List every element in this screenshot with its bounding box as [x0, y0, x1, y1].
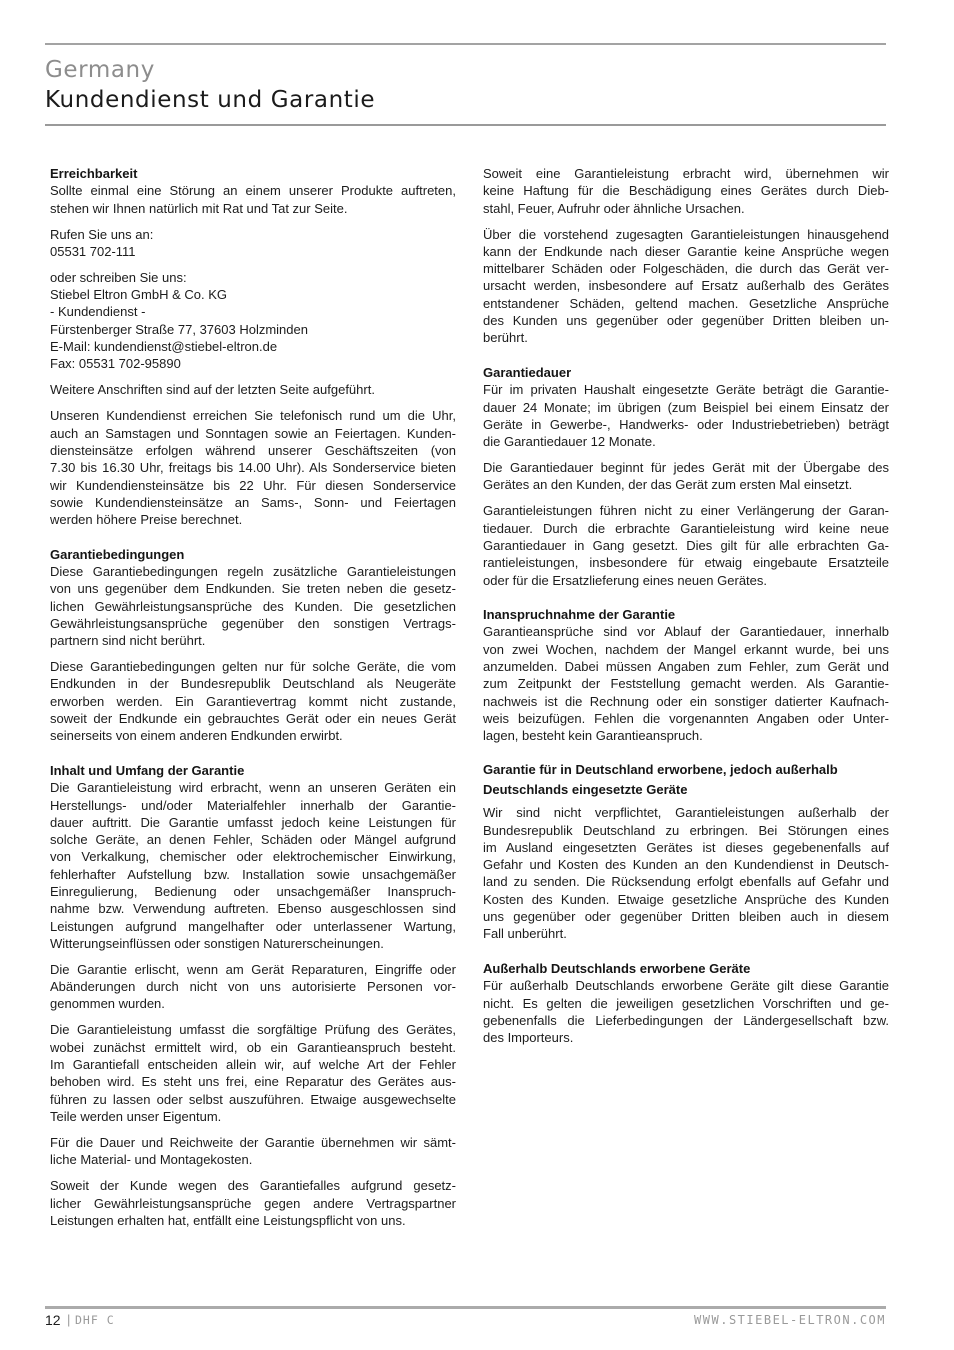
text-line: Fax: 05531 702-95890	[50, 356, 181, 372]
text-line: Über die vorstehend zugesagten Garantieleistungen hinausgehend	[483, 226, 889, 242]
section	[50, 546, 456, 650]
text-line: des Kunden uns gegenüber oder gegenüber Dritten bleiben un-	[483, 313, 889, 329]
section-heading-line: Erreichbarkeit	[50, 166, 138, 181]
text-line: tiedauer. Durch die erbrachte Garantieleistung wird keine neue	[483, 520, 889, 536]
text-line: dauer auftritt. Die Garantie umfasst jedoch keine Leistungen für	[50, 814, 456, 830]
text-line: keine Haftung für die Beschädigung eines Gerätes durch Dieb-	[483, 183, 889, 199]
footer-separator: |	[67, 1312, 71, 1327]
section	[483, 760, 889, 943]
text-line: nicht. Es gelten die jeweiligen gesetzlichen Vorschriften und ge-	[483, 995, 889, 1011]
text-line: Leistungen erhalten hat, entfällt eine Leistungspflicht von uns.	[50, 1212, 406, 1228]
text-line: Endkunden in der Bundesrepublik Deutschland als Neugeräte	[50, 676, 456, 692]
page-number: 12	[45, 1312, 61, 1328]
text-line: oder für die Ersatzlieferung eines neuen Gerätes.	[483, 572, 768, 588]
page-title: Kundendienst und Garantie	[45, 87, 376, 113]
text-line: solche Geräte, an denen Fehler, Schäden oder Mängel aufgrund	[50, 832, 456, 848]
text-line: mittelbarer Schäden oder Folgeschäden, die durch das Gerät ver-	[483, 261, 889, 277]
text-line: Die Garantie erlischt, wenn am Gerät Reparaturen, Eingriffe oder	[50, 961, 456, 977]
text-line: Die Garantieleistung wird erbracht, wenn an unseren Geräten ein	[50, 780, 456, 796]
text-line: Witterungseinflüssen oder sonstigen Naturerscheinungen.	[50, 935, 384, 951]
text-line: E-Mail: kundendienst@stiebel-eltron.de	[50, 339, 278, 355]
text-line: Abänderungen durch nicht von uns autorisierte Personen vor-	[50, 979, 456, 995]
text-line: Im Garantiefall entscheiden allein wir, auf welche Art der Fehler	[50, 1057, 456, 1073]
text-line: berührt.	[483, 330, 528, 346]
text-line: Gerätes an den Kunden, der das Gerät zum ersten Mal einsetzt.	[483, 477, 853, 493]
left-column	[50, 165, 456, 1229]
text-line: Garantieansprüche sind vor Ablauf der Garantiedauer, innerhalb	[483, 624, 889, 640]
text-line: diensteinsätze erfolgen während unserer Geschäftszeiten (von	[50, 442, 456, 458]
paragraph	[50, 226, 456, 261]
section-heading	[50, 165, 456, 182]
text-line: Weitere Anschriften sind auf der letzten Seite aufgeführt.	[50, 382, 375, 398]
page-footer	[45, 1312, 886, 1328]
text-line: im Ausland eingesetzten Gerätes ist dieses gegebenenfalls auf	[483, 839, 889, 855]
section-heading-line: Außerhalb Deutschlands erworbene Geräte	[483, 960, 751, 976]
text-line: von uns gegenüber dem Endkunden. Sie treten neben die gesetz-	[50, 581, 456, 597]
text-line: Soweit eine Garantieleistung erbracht wird, übernehmen wir	[483, 166, 889, 181]
text-line: Für die Dauer und Reichweite der Garantie übernehmen wir sämt-	[50, 1134, 456, 1150]
text-line: Leistungen aufgrund mangelhafter oder unterlassener Wartung,	[50, 918, 456, 934]
country-label: Germany	[45, 57, 155, 83]
paragraph	[483, 459, 889, 494]
text-line: ursacht werden, insbesondere auf Ersatz außerhalb des Gerätes	[483, 278, 889, 294]
text-line: Einregulierung, Bedienung oder unsachgemäßer Inanspruch-	[50, 884, 456, 900]
text-line: nahme bzw. Verwendung auftreten. Ebenso ausgeschlossen sind	[50, 901, 456, 917]
text-line: des Importeurs.	[483, 1030, 574, 1046]
header-top-rule	[45, 43, 886, 45]
text-line: weis beizufügen. Fehlen die vorgenannten Angaben oder Unter-	[483, 710, 889, 726]
paragraph	[50, 1021, 456, 1125]
text-line: Diese Garantiebedingungen gelten nur für solche Geräte, die vom	[50, 659, 456, 675]
paragraph	[50, 1134, 456, 1169]
section-heading	[483, 364, 889, 381]
text-line: Bundesrepublik Deutschland zu erbringen. Bei Störungen eines	[483, 822, 889, 838]
paragraph	[483, 226, 889, 347]
text-line: Teile werden unser Eigentum.	[50, 1108, 222, 1124]
text-line: land zu senden. Die Rücksendung erfolgt ebenfalls auf Gefahr und	[483, 874, 889, 890]
section-heading	[483, 960, 889, 977]
section	[50, 165, 456, 217]
text-line: stahl, Feuer, Aufruhr oder ähnliche Ursachen.	[483, 200, 745, 216]
text-line: Für außerhalb Deutschlands erworbene Geräte gilt diese Garantie	[483, 978, 889, 994]
text-line: entstandener Schäden, geltend machen. Gesetzliche Ansprüche	[483, 295, 889, 311]
right-column	[483, 165, 889, 1046]
text-line: sowie Kundendiensteinsätze an Sams-, Sonn- und Feiertagen	[50, 494, 457, 510]
text-line: kann der Endkunde nach dieser Garantie keine Ansprüche wegen	[483, 243, 889, 259]
text-line: dauer 24 Monate; im übrigen (zum Beispiel bei einem Einsatz der	[483, 399, 889, 415]
text-line: Soweit der Kunde wegen des Garantiefalles aufgrund gesetz-	[50, 1178, 456, 1194]
section-heading-line: Garantie für in Deutschland erworbene, jedoch außerhalb	[483, 761, 838, 777]
text-line: lagen, besteht kein Garantieanspruch.	[483, 728, 703, 744]
section-heading	[50, 546, 456, 563]
text-line: wir Kundendiensteinsätze bis 22 Uhr. Für diesen Sonderservice	[50, 477, 456, 493]
text-line: Stiebel Eltron GmbH & Co. KG	[50, 287, 228, 303]
section-heading-line: Inhalt und Umfang der Garantie	[50, 762, 245, 778]
text-line: Sollte einmal eine Störung an einem unserer Produkte auftreten,	[50, 183, 456, 199]
text-line: genommen wurden.	[50, 996, 165, 1012]
text-line: Garantiedauer in Gang gesetzt. Dies gilt für alle erbrachten Ga-	[483, 538, 889, 553]
paragraph	[50, 381, 456, 398]
section-heading-line: Garantiebedingungen	[50, 546, 185, 562]
paragraph	[50, 658, 456, 744]
section-heading-line: Inanspruchnahme der Garantie	[483, 607, 676, 623]
header-bottom-rule	[45, 124, 886, 126]
paragraph	[50, 269, 456, 373]
text-line: Rufen Sie uns an:	[50, 226, 154, 242]
text-line: Gefahr und Kosten des Kunden an den Kundendienst in Deutsch-	[483, 857, 889, 873]
text-line: stehen wir Ihnen natürlich mit Rat und Tat zur Seite.	[50, 200, 348, 216]
paragraph	[50, 407, 456, 528]
text-line: Für im privaten Haushalt eingesetzte Geräte beträgt die Garantie-	[483, 382, 889, 398]
text-line: Die Garantiedauer beginnt für jedes Gerät mit der Übergabe des	[483, 460, 889, 476]
section	[483, 960, 889, 1046]
paragraph	[50, 961, 456, 1013]
text-line: Wir sind nicht verpflichtet, Garantieleistungen außerhalb der	[483, 805, 889, 821]
text-line: soweit der Endkunde ein gebrauchtes Gerät oder ein neues Gerät	[50, 711, 457, 727]
section	[50, 762, 456, 952]
section-heading-line: Garantiedauer	[483, 364, 572, 380]
model-name: DHF C	[75, 1313, 115, 1327]
text-line: Fall unberührt.	[483, 926, 567, 942]
text-line: die Garantiedauer 12 Monate.	[483, 434, 656, 450]
text-line: 05531 702-111	[50, 243, 136, 259]
text-line: Unseren Kundendienst erreichen Sie telefonisch rund um die Uhr,	[50, 408, 456, 424]
text-line: werden höhere Preise berechnet.	[50, 512, 243, 528]
text-line: licher Gewährleistungsansprüche gegen andere Vertragspartner	[50, 1195, 457, 1211]
text-line: uns gegenüber oder gegenüber Dritten bleiben auch in diesem	[483, 909, 889, 925]
text-line: Die Garantieleistung umfasst die sorgfältige Prüfung des Gerätes,	[50, 1022, 456, 1038]
text-line: liche Material- und Montagekosten.	[50, 1152, 253, 1168]
footer-rule	[45, 1306, 886, 1309]
paragraph	[483, 502, 889, 588]
section-heading-line: Deutschlands eingesetzte Geräte	[483, 781, 688, 797]
text-line: Garantieleistungen führen nicht zu einer Verlängerung der Garan-	[483, 503, 889, 519]
paragraph	[483, 165, 889, 217]
text-line: Herstellungs- und/oder Materialfehler innerhalb der Garantie-	[50, 797, 456, 813]
section-heading	[483, 606, 889, 623]
text-line: partnern sind nicht berührt.	[50, 633, 206, 649]
text-line: wobei zunächst ermittelt wird, ob ein Garantieanspruch besteht.	[50, 1039, 456, 1055]
text-line: nachweis ist die Rechnung oder ein sonstiger datierter Kaufnach-	[483, 693, 889, 709]
text-line: rantieleistungen, insbesondere für etwaig eingebaute Ersatzteile	[483, 555, 889, 571]
text-line: auch an Samstagen und Sonntagen sowie an Feiertagen. Kunden-	[50, 425, 457, 441]
text-line: von zwei Wochen, nachdem der Mangel erkannt wurde, bei uns	[483, 641, 889, 657]
section-heading	[483, 760, 889, 800]
text-line: Fürstenberger Straße 77, 37603 Holzminden	[50, 321, 308, 337]
text-line: führen zu lassen oder selbst auszuführen. Etwaige ausgewechselte	[50, 1091, 456, 1107]
text-line: seinerseits von einem anderen Endkunden erwirbt.	[50, 728, 343, 744]
text-line: zum Zeitpunkt der Feststellung gemacht werden. Als Garantie-	[483, 676, 889, 692]
text-line: Geräte in Gewerbe-, Handwerks- oder Industriebetrieben) beträgt	[483, 416, 889, 432]
text-line: Diese Garantiebedingungen regeln zusätzliche Garantieleistungen	[50, 563, 456, 579]
text-line: oder schreiben Sie uns:	[50, 269, 187, 285]
text-line: behoben wird. Es steht uns frei, eine Reparatur des Gerätes aus-	[50, 1074, 456, 1090]
text-line: 7.30 bis 16.30 Uhr, freitags bis 14.00 Uhr). Als Sonderservice bieten	[50, 460, 456, 476]
text-line: - Kundendienst -	[50, 304, 146, 320]
section-heading	[50, 762, 456, 779]
text-line: Kosten des Kunden. Etwaige gesetzliche Ansprüche des Kunden	[483, 891, 889, 907]
section	[483, 606, 889, 744]
text-line: von Verkalkung, chemischer oder elektrochemischer Einwirkung,	[50, 849, 456, 865]
website-url: WWW.STIEBEL-ELTRON.COM	[694, 1313, 886, 1327]
text-line: Gewährleistungsansprüche gegenüber den sonstigen Vertrags-	[50, 615, 456, 631]
text-line: erworben werden. Ein Garantievertrag kommt nicht zustande,	[50, 693, 456, 709]
text-line: fehlerhafter Aufstellung bzw. Installation sowie unsachgemäßer	[50, 866, 456, 882]
section	[483, 364, 889, 450]
text-line: lichen Gewährleistungsansprüche des Kunden. Die gesetzlichen	[50, 598, 456, 614]
text-line: anzumelden. Dabei müssen Angaben zum Fehler, zum Gerät und	[483, 659, 889, 675]
paragraph	[50, 1177, 456, 1229]
text-line: gebenenfalls die Lieferbedingungen der Ländergesellschaft bzw.	[483, 1012, 889, 1028]
